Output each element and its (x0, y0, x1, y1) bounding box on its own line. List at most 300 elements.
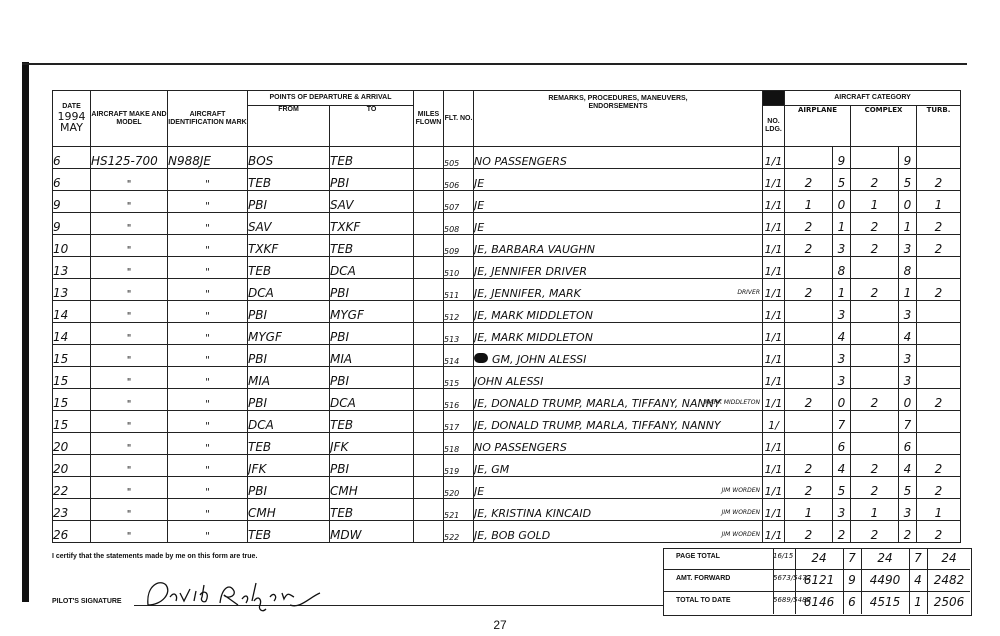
turbine-cell (917, 257, 961, 279)
airplane-tenths-cell: 5 (833, 477, 851, 499)
aircraft-id-cell: " (168, 521, 248, 543)
remarks-text: NO PASSENGERS (474, 155, 567, 168)
table-row (53, 235, 961, 257)
miles-cell (414, 301, 444, 323)
remarks-note: DRIVER (737, 289, 760, 296)
turbine-cell: 2 (917, 455, 961, 477)
miles-flown-header: MILES FLOWN (414, 91, 444, 147)
turbine-cell: 1 (917, 499, 961, 521)
total-page-total-air-b: 7 (848, 551, 856, 565)
to-cell: CMH (330, 477, 414, 499)
pilot-signature-label: PILOT'S SIGNATURE (52, 598, 122, 605)
to-cell: PBI (330, 455, 414, 477)
table-row (53, 257, 961, 279)
aircraft-id-cell: " (168, 235, 248, 257)
landings-cell: 1/1 (763, 367, 785, 389)
airplane-tenths-cell: 2 (833, 521, 851, 543)
miles-cell (414, 433, 444, 455)
complex-tenths-cell: 3 (899, 499, 917, 521)
aircraft-make-cell: " (91, 389, 168, 411)
remarks-cell (474, 257, 763, 279)
total-total-to-date-cx-a: 4515 (869, 595, 901, 609)
date-header: DATE 1994 MAY (53, 91, 91, 147)
date-cell: 26 (53, 521, 91, 543)
turbine-cell (917, 411, 961, 433)
aircraft-id-cell: " (168, 323, 248, 345)
remarks-text: JE (474, 485, 485, 498)
total-total-to-date-air-b: 6 (848, 595, 856, 609)
totals-col-divider (927, 548, 928, 614)
from-cell: MIA (248, 367, 330, 389)
remarks-cell (474, 499, 763, 521)
complex-hours-cell: 2 (851, 169, 899, 191)
airplane-hours-cell (785, 411, 833, 433)
total-amt-forward-cx-b: 4 (914, 573, 922, 587)
aircraft-make-cell: " (91, 235, 168, 257)
airplane-tenths-cell: 1 (833, 279, 851, 301)
turbine-cell (917, 345, 961, 367)
complex-tenths-cell: 2 (899, 521, 917, 543)
aircraft-make-cell: " (91, 367, 168, 389)
airplane-hours-cell: 2 (785, 235, 833, 257)
flt-no-cell: 506 (444, 169, 474, 191)
total-total-to-date-air-a: 6146 (803, 595, 835, 609)
points-header: POINTS OF DEPARTURE & ARRIVAL (248, 91, 414, 106)
aircraft-make-cell: " (91, 191, 168, 213)
remarks-text: JOHN ALESSI (474, 375, 544, 388)
date-cell: 22 (53, 477, 91, 499)
remarks-cell (474, 191, 763, 213)
turbine-cell (917, 147, 961, 169)
landings-cell: 1/1 (763, 345, 785, 367)
remarks-text: JE, MARK MIDDLETON (474, 309, 593, 322)
remarks-cell (474, 279, 763, 301)
totals-col-divider (909, 548, 910, 614)
airplane-hours-cell (785, 345, 833, 367)
table-row (53, 477, 961, 499)
from-cell: BOS (248, 147, 330, 169)
remarks-cell (474, 521, 763, 543)
to-cell: TEB (330, 499, 414, 521)
landings-cell: 1/1 (763, 455, 785, 477)
airplane-tenths-cell: 4 (833, 323, 851, 345)
date-cell: 9 (53, 213, 91, 235)
turbine-cell (917, 433, 961, 455)
aircraft-make-cell: " (91, 411, 168, 433)
to-cell: MIA (330, 345, 414, 367)
aircraft-id-cell: " (168, 257, 248, 279)
airplane-tenths-cell: 6 (833, 433, 851, 455)
airplane-hours-cell: 2 (785, 169, 833, 191)
airplane-tenths-cell: 0 (833, 389, 851, 411)
turbine-cell: 2 (917, 521, 961, 543)
turbine-cell: 2 (917, 169, 961, 191)
remarks-note: JIM WORDEN (721, 531, 760, 538)
to-cell: PBI (330, 323, 414, 345)
aircraft-id-cell: " (168, 389, 248, 411)
airplane-tenths-cell: 8 (833, 257, 851, 279)
miles-cell (414, 213, 444, 235)
pilot-signature (140, 575, 340, 615)
aircraft-category-header: AIRCRAFT CATEGORY (785, 91, 961, 106)
totals-row-divider-2 (663, 591, 970, 592)
complex-hours-cell: 1 (851, 499, 899, 521)
to-cell: MYGF (330, 301, 414, 323)
complex-tenths-cell: 3 (899, 301, 917, 323)
total-page-total-cx-a: 24 (877, 551, 893, 565)
miles-cell (414, 477, 444, 499)
from-cell: CMH (248, 499, 330, 521)
complex-hours-cell (851, 345, 899, 367)
from-cell: JFK (248, 455, 330, 477)
landings-cell: 1/1 (763, 301, 785, 323)
total-total-to-date-ldg: 5689/5489 (773, 596, 811, 604)
miles-cell (414, 147, 444, 169)
to-cell: DCA (330, 389, 414, 411)
to-cell: MDW (330, 521, 414, 543)
date-cell: 6 (53, 147, 91, 169)
flt-no-cell: 505 (444, 147, 474, 169)
miles-cell (414, 323, 444, 345)
table-row (53, 301, 961, 323)
from-cell: PBI (248, 477, 330, 499)
aircraft-id-cell: " (168, 279, 248, 301)
remarks-cell (474, 455, 763, 477)
remarks-cell (474, 367, 763, 389)
miles-cell (414, 389, 444, 411)
remarks-text: JE, DONALD TRUMP, MARLA, TIFFANY, NANNY (474, 419, 721, 432)
table-row (53, 433, 961, 455)
to-cell: TEB (330, 147, 414, 169)
remarks-text: JE, KRISTINA KINCAID (474, 507, 592, 520)
remarks-text: JE (474, 199, 485, 212)
turbine-cell: 2 (917, 235, 961, 257)
month-handwritten: MAY (60, 121, 83, 134)
remarks-note: JIM WORDEN (721, 509, 760, 516)
from-header: FROM (248, 106, 330, 147)
landings-cell: 1/1 (763, 389, 785, 411)
to-cell: JFK (330, 433, 414, 455)
table-row (53, 279, 961, 301)
aircraft-id-cell: " (168, 213, 248, 235)
totals-col-divider (861, 548, 862, 614)
complex-hours-cell: 2 (851, 213, 899, 235)
miles-cell (414, 367, 444, 389)
remarks-text: JE, DONALD TRUMP, MARLA, TIFFANY, NANNY (474, 397, 721, 410)
airplane-hours-cell (785, 323, 833, 345)
amt-forward-label: AMT. FORWARD (676, 575, 731, 582)
airplane-tenths-cell: 3 (833, 367, 851, 389)
airplane-tenths-cell: 1 (833, 213, 851, 235)
miles-cell (414, 235, 444, 257)
complex-hours-cell: 2 (851, 279, 899, 301)
turbine-cell: 2 (917, 477, 961, 499)
aircraft-id-header: AIRCRAFT IDENTIFICATION MARK (168, 91, 248, 147)
complex-tenths-cell: 8 (899, 257, 917, 279)
remarks-cell (474, 213, 763, 235)
complex-tenths-cell: 7 (899, 411, 917, 433)
remarks-text: JE, GM (474, 463, 510, 476)
table-row (53, 455, 961, 477)
miles-cell (414, 455, 444, 477)
remarks-text: JE, JENNIFER, MARK (474, 287, 581, 300)
date-cell: 15 (53, 411, 91, 433)
airplane-tenths-cell: 9 (833, 147, 851, 169)
remarks-note: MARK MIDDLETON (704, 399, 760, 406)
from-cell: TEB (248, 257, 330, 279)
table-row (53, 367, 961, 389)
complex-hours-cell (851, 147, 899, 169)
total-page-total-ldg: 16/15 (773, 552, 794, 560)
turbine-cell: 1 (917, 191, 961, 213)
landings-cell: 1/ (763, 411, 785, 433)
totals-col-divider (843, 548, 844, 614)
aircraft-make-cell: " (91, 521, 168, 543)
from-cell: TEB (248, 433, 330, 455)
aircraft-id-cell: " (168, 455, 248, 477)
remarks-text: JE, JENNIFER DRIVER (474, 265, 587, 278)
complex-tenths-cell: 6 (899, 433, 917, 455)
flt-no-cell: 511 (444, 279, 474, 301)
complex-tenths-cell: 0 (899, 191, 917, 213)
complex-hours-cell: 2 (851, 521, 899, 543)
date-cell: 23 (53, 499, 91, 521)
total-page-total-tb: 24 (941, 551, 957, 565)
table-row (53, 345, 961, 367)
remarks-cell (474, 389, 763, 411)
airplane-hours-cell (785, 367, 833, 389)
turb-header: TURB. (917, 106, 961, 147)
date-cell: 14 (53, 301, 91, 323)
remarks-text: JE, MARK MIDDLETON (474, 331, 593, 344)
from-cell: DCA (248, 279, 330, 301)
remarks-cell (474, 301, 763, 323)
airplane-tenths-cell: 5 (833, 169, 851, 191)
flt-no-cell: 512 (444, 301, 474, 323)
aircraft-make-cell: " (91, 213, 168, 235)
miles-cell (414, 191, 444, 213)
complex-tenths-cell: 3 (899, 367, 917, 389)
landings-cell: 1/1 (763, 477, 785, 499)
aircraft-id-cell: " (168, 301, 248, 323)
dark-header-cell (763, 91, 785, 106)
airplane-tenths-cell: 3 (833, 499, 851, 521)
aircraft-id-cell: " (168, 477, 248, 499)
from-cell: PBI (248, 345, 330, 367)
flt-no-cell: 517 (444, 411, 474, 433)
table-row (53, 213, 961, 235)
complex-tenths-cell: 9 (899, 147, 917, 169)
date-cell: 9 (53, 191, 91, 213)
landings-cell: 1/1 (763, 499, 785, 521)
remarks-cell (474, 323, 763, 345)
year-handwritten: 1994 (57, 110, 86, 123)
to-cell: PBI (330, 279, 414, 301)
remarks-text: JE, BOB GOLD (474, 529, 551, 542)
flt-no-cell: 515 (444, 367, 474, 389)
complex-hours-cell (851, 323, 899, 345)
total-total-to-date-cx-b: 1 (914, 595, 922, 609)
table-row (53, 389, 961, 411)
landings-cell: 1/1 (763, 323, 785, 345)
turbine-cell: 2 (917, 213, 961, 235)
airplane-hours-cell: 2 (785, 477, 833, 499)
date-cell: 15 (53, 367, 91, 389)
remarks-cell (474, 169, 763, 191)
to-cell: PBI (330, 367, 414, 389)
airplane-hours-cell: 2 (785, 455, 833, 477)
airplane-tenths-cell: 7 (833, 411, 851, 433)
flt-no-header: FLT. NO. (444, 91, 474, 147)
airplane-hours-cell: 2 (785, 213, 833, 235)
date-cell: 6 (53, 169, 91, 191)
remarks-text: NO PASSENGERS (474, 441, 567, 454)
airplane-tenths-cell: 3 (833, 235, 851, 257)
totals-col-divider (795, 548, 796, 614)
remarks-cell (474, 411, 763, 433)
remarks-text: JE, BARBARA VAUGHN (474, 243, 596, 256)
aircraft-make-cell: " (91, 433, 168, 455)
complex-tenths-cell: 5 (899, 169, 917, 191)
airplane-hours-cell (785, 301, 833, 323)
remarks-cell (474, 235, 763, 257)
miles-cell (414, 521, 444, 543)
aircraft-id-cell: " (168, 499, 248, 521)
complex-tenths-cell: 0 (899, 389, 917, 411)
miles-cell (414, 169, 444, 191)
miles-cell (414, 257, 444, 279)
certification-text: I certify that the statements made by me on this form are true. (52, 553, 258, 560)
turbine-cell (917, 323, 961, 345)
header-row (53, 91, 961, 106)
to-cell: TEB (330, 411, 414, 433)
table-row (53, 521, 961, 543)
log-body (53, 147, 961, 543)
landings-cell: 1/1 (763, 257, 785, 279)
table-row (53, 169, 961, 191)
aircraft-id-cell: " (168, 191, 248, 213)
complex-tenths-cell: 4 (899, 455, 917, 477)
aircraft-make-cell: " (91, 279, 168, 301)
flt-no-cell: 513 (444, 323, 474, 345)
flt-no-cell: 520 (444, 477, 474, 499)
miles-cell (414, 411, 444, 433)
aircraft-id-cell: N988JE (168, 147, 248, 169)
aircraft-id-cell: " (168, 169, 248, 191)
total-page-total-cx-b: 7 (914, 551, 922, 565)
aircraft-make-cell: " (91, 455, 168, 477)
no-ldg-header: NO. LDG. (763, 106, 785, 147)
airplane-hours-cell (785, 147, 833, 169)
totals-row-divider-1 (663, 569, 970, 570)
from-cell: TEB (248, 521, 330, 543)
airplane-hours-cell: 2 (785, 521, 833, 543)
remarks-cell (474, 147, 763, 169)
flt-no-cell: 510 (444, 257, 474, 279)
complex-tenths-cell: 3 (899, 235, 917, 257)
landings-cell: 1/1 (763, 169, 785, 191)
complex-tenths-cell: 1 (899, 279, 917, 301)
turbine-cell (917, 301, 961, 323)
date-cell: 14 (53, 323, 91, 345)
complex-hours-cell (851, 301, 899, 323)
from-cell: DCA (248, 411, 330, 433)
flt-no-cell: 518 (444, 433, 474, 455)
landings-cell: 1/1 (763, 147, 785, 169)
complex-hours-cell (851, 411, 899, 433)
page-total-label: PAGE TOTAL (676, 553, 720, 560)
flt-no-cell: 521 (444, 499, 474, 521)
from-cell: MYGF (248, 323, 330, 345)
to-cell: TEB (330, 235, 414, 257)
landings-cell: 1/1 (763, 279, 785, 301)
to-header: TO (330, 106, 414, 147)
aircraft-make-cell: " (91, 499, 168, 521)
page-number: 27 (493, 618, 507, 632)
landings-cell: 1/1 (763, 235, 785, 257)
date-cell: 13 (53, 279, 91, 301)
totals-col-divider (773, 548, 774, 614)
landings-cell: 1/1 (763, 433, 785, 455)
date-cell: 20 (53, 433, 91, 455)
complex-hours-cell: 2 (851, 389, 899, 411)
total-total-to-date-tb: 2506 (933, 595, 965, 609)
airplane-hours-cell (785, 433, 833, 455)
binding-edge (22, 62, 29, 602)
to-cell: TXKF (330, 213, 414, 235)
from-cell: PBI (248, 191, 330, 213)
from-cell: TEB (248, 169, 330, 191)
aircraft-make-cell: " (91, 169, 168, 191)
airplane-hours-cell (785, 257, 833, 279)
airplane-tenths-cell: 3 (833, 301, 851, 323)
complex-hours-cell: 1 (851, 191, 899, 213)
total-amt-forward-cx-a: 4490 (869, 573, 901, 587)
remarks-cell (474, 433, 763, 455)
landings-cell: 1/1 (763, 213, 785, 235)
remarks-text: JE (474, 177, 485, 190)
airplane-tenths-cell: 0 (833, 191, 851, 213)
landings-cell: 1/1 (763, 191, 785, 213)
top-rule (22, 63, 967, 65)
aircraft-id-cell: " (168, 367, 248, 389)
airplane-hours-cell: 1 (785, 499, 833, 521)
flt-no-cell: 519 (444, 455, 474, 477)
remarks-cell (474, 477, 763, 499)
aircraft-make-cell: " (91, 323, 168, 345)
aircraft-make-cell: HS125-700 (91, 147, 168, 169)
complex-hours-cell: 2 (851, 477, 899, 499)
table-row (53, 499, 961, 521)
total-amt-forward-tb: 2482 (933, 573, 965, 587)
complex-tenths-cell: 3 (899, 345, 917, 367)
remarks-header: REMARKS, PROCEDURES, MANEUVERS, ENDORSEMENTS (474, 91, 763, 147)
from-cell: TXKF (248, 235, 330, 257)
flt-no-cell: 516 (444, 389, 474, 411)
flt-no-cell: 509 (444, 235, 474, 257)
total-amt-forward-ldg: 5673/5472 (773, 574, 811, 582)
from-cell: PBI (248, 389, 330, 411)
airplane-hours-cell: 1 (785, 191, 833, 213)
turbine-cell: 2 (917, 389, 961, 411)
flt-no-cell: 507 (444, 191, 474, 213)
table-row (53, 147, 961, 169)
airplane-tenths-cell: 4 (833, 455, 851, 477)
landings-cell: 1/1 (763, 521, 785, 543)
complex-hours-cell (851, 257, 899, 279)
complex-tenths-cell: 1 (899, 213, 917, 235)
total-amt-forward-air-b: 9 (848, 573, 856, 587)
